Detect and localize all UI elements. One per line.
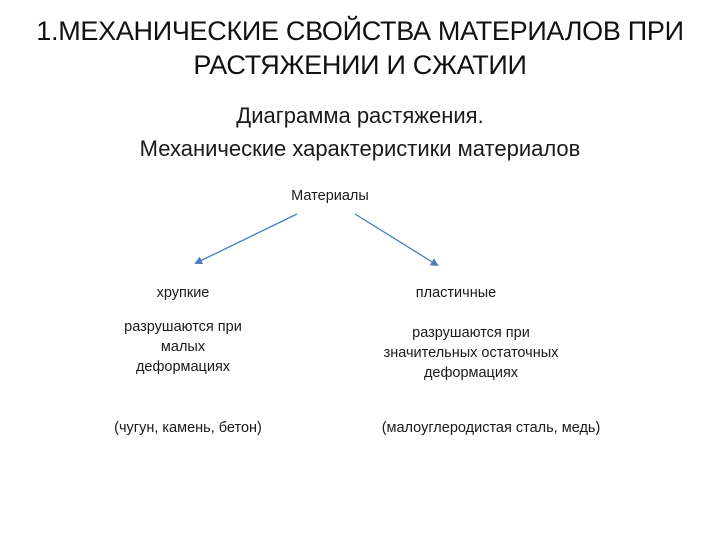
- node-brittle-examples: (чугун, камень, бетон): [114, 420, 262, 436]
- brittle-description-line: разрушаются при: [124, 319, 242, 335]
- slide-title-line-2: РАСТЯЖЕНИИ И СЖАТИИ: [193, 50, 527, 80]
- root-node-materials: Материалы: [291, 188, 369, 204]
- slide-title-line-1: 1.МЕХАНИЧЕСКИЕ СВОЙСТВА МАТЕРИАЛОВ ПРИ: [36, 16, 684, 46]
- subtitle-line-1: Диаграмма растяжения.: [236, 103, 484, 128]
- node-plastic-examples: (малоуглеродистая сталь, медь): [381, 420, 601, 436]
- node-brittle-description: [83, 317, 283, 377]
- plastic-description-line: значительных остаточных: [383, 345, 559, 361]
- arrow-to-plastic: [355, 214, 437, 265]
- brittle-description-line: малых: [160, 339, 206, 355]
- subtitle-line-2: Механические характеристики материалов: [139, 136, 581, 161]
- plastic-description-line: деформациях: [423, 365, 519, 381]
- arrow-to-brittle: [196, 214, 297, 263]
- node-brittle: хрупкие: [156, 285, 210, 301]
- node-plastic-description: [351, 323, 591, 383]
- plastic-description-line: разрушаются при: [412, 325, 530, 341]
- node-plastic: пластичные: [415, 285, 497, 301]
- brittle-description-line: деформациях: [135, 359, 231, 375]
